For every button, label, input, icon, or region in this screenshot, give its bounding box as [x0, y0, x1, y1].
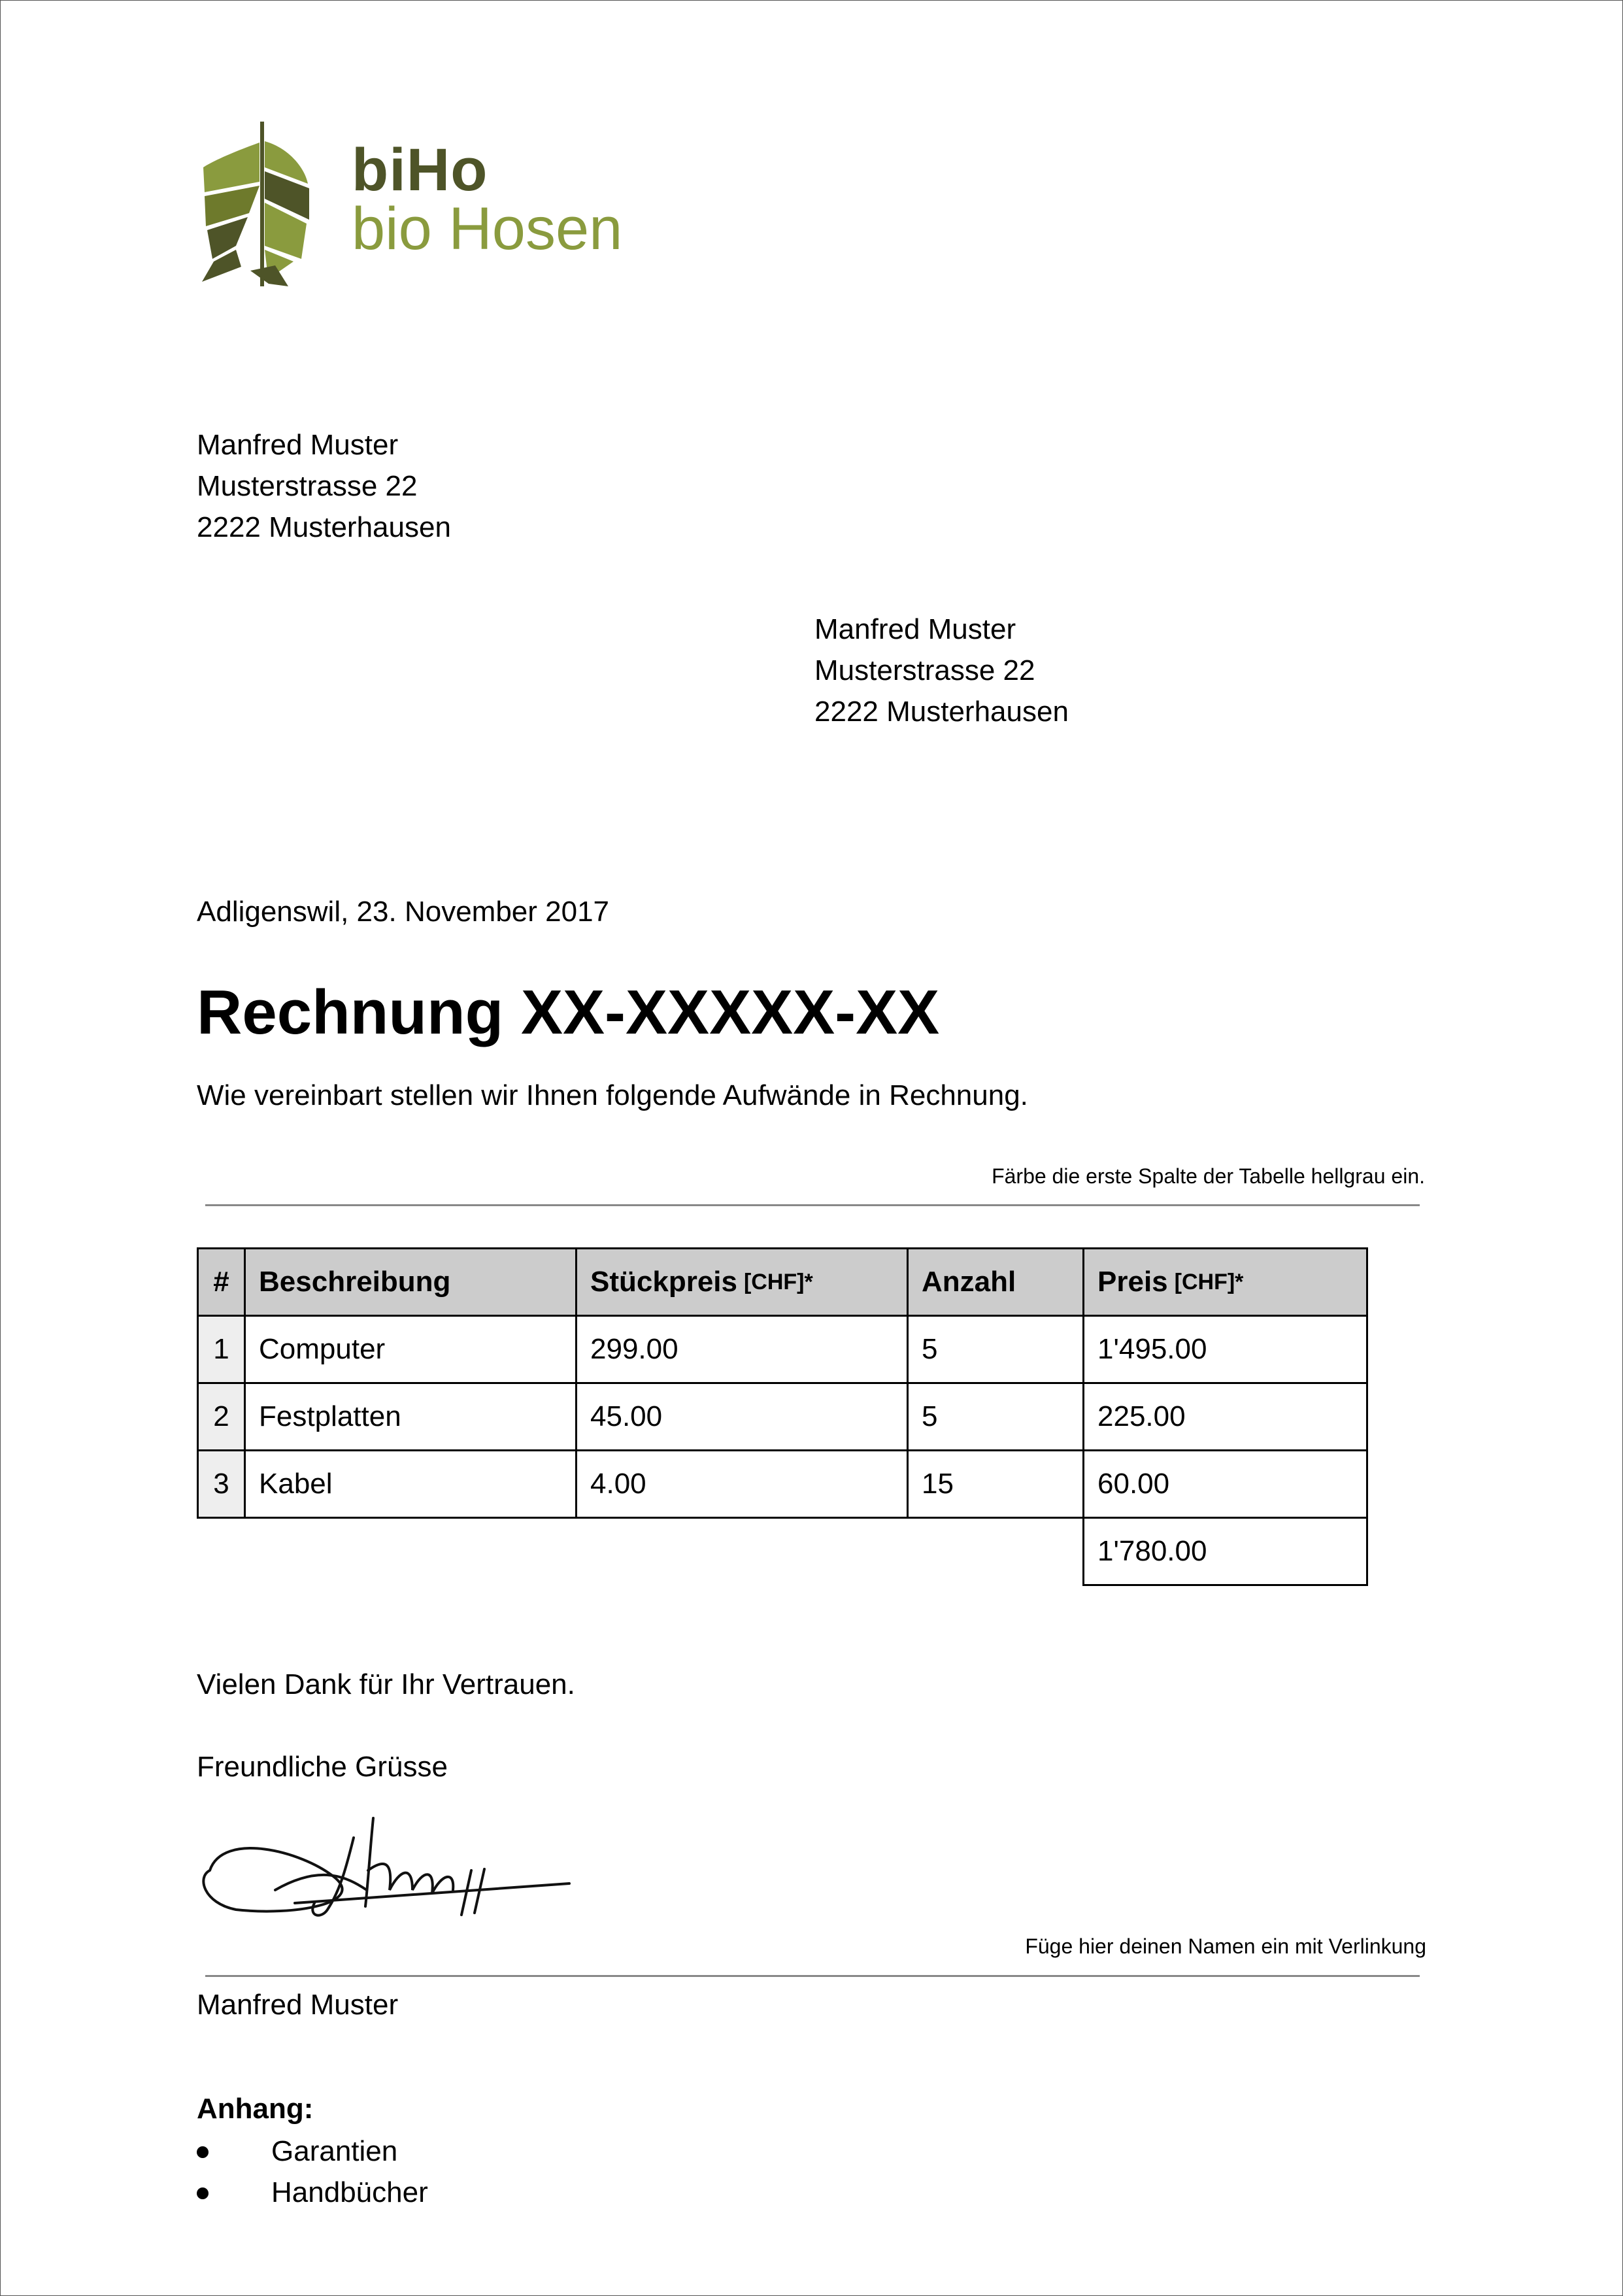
- sender-name: Manfred Muster: [197, 429, 399, 461]
- table-cell-description: Computer: [244, 1315, 577, 1384]
- sender-address: [197, 424, 451, 548]
- table-cell-quantity: 5: [907, 1382, 1084, 1451]
- table-row-number: 3: [197, 1449, 246, 1519]
- list-item: Garantien: [197, 2131, 428, 2172]
- table-cell-price: 1'495.00: [1082, 1315, 1368, 1384]
- table-row-number: 2: [197, 1382, 246, 1451]
- table-total: 1'780.00: [1082, 1517, 1368, 1586]
- table-cell-description: Festplatten: [244, 1382, 577, 1451]
- date-line: Adligenswil, 23. November 2017: [197, 896, 610, 928]
- signature-note: Füge hier deinen Namen ein mit Verlinkung: [1025, 1934, 1426, 1958]
- table-header-cell: #: [197, 1247, 246, 1317]
- invoice-title: Rechnung XX-XXXXX-XX: [197, 977, 940, 1047]
- table-cell-description: Kabel: [244, 1449, 577, 1519]
- list-item: Handbücher: [197, 2172, 428, 2213]
- divider: [205, 1204, 1420, 1206]
- recipient-street: Musterstrasse 22: [814, 654, 1035, 686]
- table-header-cell: Beschreibung: [244, 1247, 577, 1317]
- table-cell-unit-price: 4.00: [575, 1449, 909, 1519]
- divider: [205, 1975, 1420, 1977]
- sender-city: 2222 Musterhausen: [197, 511, 451, 543]
- signature-scribble-icon: [197, 1792, 576, 1923]
- intro-text: Wie vereinbart stellen wir Ihnen folgende Aufwände in Rechnung.: [197, 1079, 1028, 1111]
- table-note: Färbe die erste Spalte der Tabelle hellgrau ein.: [992, 1164, 1425, 1188]
- leaf-logo-icon: [197, 122, 327, 298]
- table-cell-quantity: 15: [907, 1449, 1084, 1519]
- brand-subtitle: bio Hosen: [352, 195, 623, 262]
- table-cell-quantity: 5: [907, 1315, 1084, 1384]
- brand-name: biHo: [352, 137, 488, 203]
- sender-street: Musterstrasse 22: [197, 470, 418, 502]
- table-cell-unit-price: 299.00: [575, 1315, 909, 1384]
- table-cell-unit-price: 45.00: [575, 1382, 909, 1451]
- recipient-name: Manfred Muster: [814, 613, 1016, 645]
- table-header-cell: Anzahl: [907, 1247, 1084, 1317]
- table-header-cell: Stückpreis [CHF]*: [575, 1247, 909, 1317]
- signer-name: Manfred Muster: [197, 1989, 399, 2021]
- table-cell-price: 225.00: [1082, 1382, 1368, 1451]
- table-header-cell: Preis [CHF]*: [1082, 1247, 1368, 1317]
- invoice-table: [197, 1247, 1368, 1586]
- attachments-list: [197, 2131, 428, 2213]
- company-logo: [197, 122, 654, 298]
- thanks-text: Vielen Dank für Ihr Vertrauen.: [197, 1668, 575, 1700]
- recipient-city: 2222 Musterhausen: [814, 696, 1069, 728]
- table-row-number: 1: [197, 1315, 246, 1384]
- regards-text: Freundliche Grüsse: [197, 1751, 448, 1783]
- signature: [197, 1792, 576, 1926]
- recipient-address: [814, 609, 1069, 732]
- attachments-heading: Anhang:: [197, 2093, 314, 2125]
- table-cell-price: 60.00: [1082, 1449, 1368, 1519]
